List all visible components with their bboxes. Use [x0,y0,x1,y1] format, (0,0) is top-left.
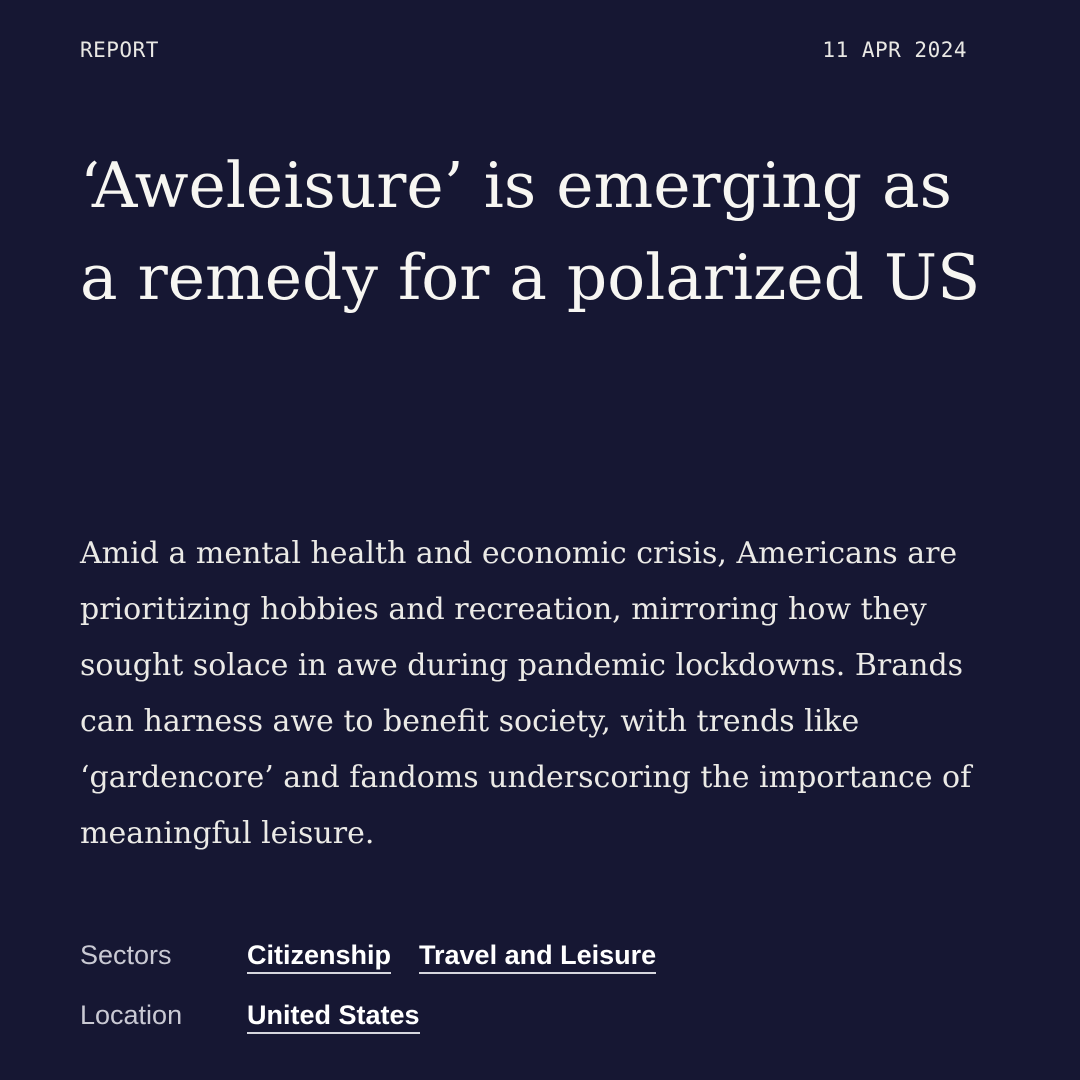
article-summary: Amid a mental health and economic crisis, Americans are prioritizing hobbies and recreation, mirroring how they sought solace in awe during pandemic lockdowns. Brands can harness awe to benefit society, with trends like ‘gardencore’ and fandoms underscoring the importance of meaningful leisure. [80,536,972,851]
article-headline: ‘Aweleisure’ is emerging as a remedy for a polarized US [80,149,981,314]
tags-section [80,940,684,1060]
location-row [80,1000,684,1060]
sectors-label: Sectors [80,940,172,970]
meta-row [80,38,967,62]
sector-link-citizenship[interactable]: Citizenship [247,940,391,974]
category-label: REPORT [80,38,159,62]
publish-date: 11 APR 2024 [822,38,967,62]
location-label: Location [80,1000,183,1030]
sectors-row [80,940,684,1000]
sector-link-travel-and-leisure[interactable]: Travel and Leisure [419,940,656,974]
location-link-united-states[interactable]: United States [247,1000,420,1034]
